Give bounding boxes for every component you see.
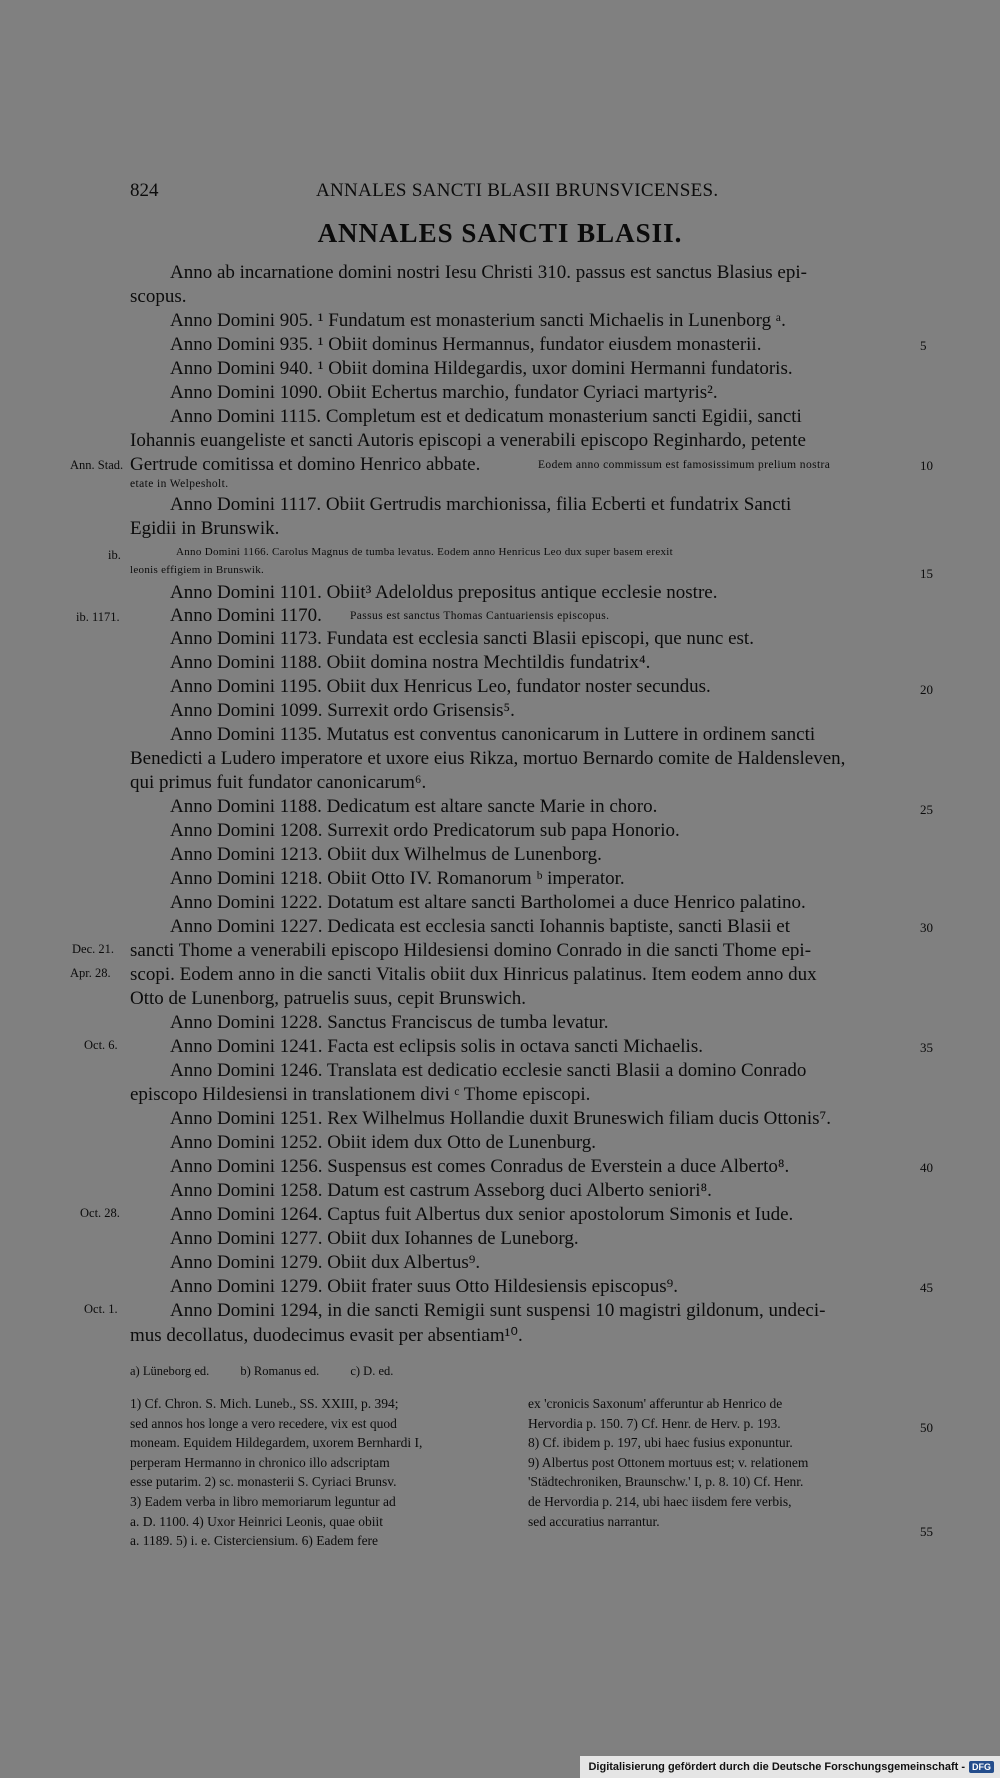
footnote-line: 9) Albertus post Ottonem mortuus est; v. relationem — [528, 1454, 809, 1470]
footnote-line: esse putarim. 2) sc. monasterii S. Cyriaci Brunsv. — [130, 1474, 397, 1490]
line-number: 55 — [920, 1524, 933, 1539]
line-number: 15 — [920, 566, 933, 581]
text-line: sancti Thome a venerabili episcopo Hildesiensi domino Conrado in die sancti Thome epi- — [130, 940, 812, 961]
text-line: Anno Domini 1251. Rex Wilhelmus Hollandie duxit Bruneswich filiam ducis Ottonis⁷. — [170, 1108, 831, 1129]
margin-note: Dec. 21. — [72, 942, 114, 956]
text-line-small: etate in Welpesholt. — [130, 478, 229, 490]
text-line: scopus. — [130, 286, 187, 307]
text-line: Anno Domini 905. ¹ Fundatum est monasterium sancti Michaelis in Lunenborg ᵃ. — [170, 310, 786, 331]
text-line: Anno Domini 1173. Fundata est ecclesia sancti Blasii episcopi, que nunc est. — [170, 628, 754, 649]
text-line: Anno Domini 1218. Obiit Otto IV. Romanorum ᵇ imperator. — [170, 868, 625, 889]
text-line: Anno ab incarnatione domini nostri Iesu Christi 310. passus est sanctus Blasius epi- — [170, 262, 807, 283]
text-line: episcopo Hildesiensi in translationem divi ᶜ Thome episcopi. — [130, 1084, 591, 1105]
text-line: Anno Domini 1252. Obiit idem dux Otto de Lunenburg. — [170, 1132, 597, 1153]
text-line: Anno Domini 1294, in die sancti Remigii sunt suspensi 10 magistri gildonum, undeci- — [170, 1300, 826, 1321]
text-line: Anno Domini 1101. Obiit³ Adeloldus prepositus antique ecclesie nostre. — [170, 582, 718, 603]
footnote-line: ex 'cronicis Saxonum' afferuntur ab Henrico de — [528, 1396, 783, 1411]
line-number: 35 — [920, 1040, 933, 1055]
line-number: 40 — [920, 1160, 933, 1175]
line-number: 10 — [920, 458, 933, 473]
text-line: Anno Domini 1117. Obiit Gertrudis marchionissa, filia Ecberti et fundatrix Sancti — [170, 494, 792, 515]
apparatus-note: b) Romanus ed. — [240, 1364, 320, 1378]
footnote-line: a. 1189. 5) i. e. Cisterciensium. 6) Eadem fere — [130, 1533, 379, 1549]
text-line: Anno Domini 1188. Dedicatum est altare sancte Marie in choro. — [170, 796, 658, 817]
line-number: 5 — [920, 338, 927, 353]
text-line: Anno Domini 1279. Obiit frater suus Otto Hildesiensis episcopus⁹. — [170, 1276, 678, 1297]
text-line: Iohannis euangeliste et sancti Autoris episcopi a venerabili episcopo Reginhardo, petente — [130, 430, 806, 451]
footnote-line: 8) Cf. ibidem p. 197, ubi haec fusius exponuntur. — [528, 1435, 793, 1451]
margin-note: ib. 1171. — [76, 610, 120, 624]
footnote-line: sed annos hos longe a vero recedere, vix est quod — [130, 1415, 397, 1431]
text-line-small: Anno Domini 1166. Carolus Magnus de tumba levatus. Eodem anno Henricus Leo dux super basem erexit — [176, 546, 674, 558]
footnote-line: sed accuratius narrantur. — [528, 1513, 660, 1529]
text-line: Anno Domini 1208. Surrexit ordo Predicatorum sub papa Honorio. — [170, 820, 680, 841]
apparatus-note: a) Lüneborg ed. — [130, 1364, 210, 1378]
footnote-line: Hervordia p. 150. 7) Cf. Henr. de Herv. p. 193. — [528, 1415, 781, 1431]
text-line: Anno Domini 1277. Obiit dux Iohannes de Luneborg. — [170, 1228, 579, 1249]
text-line: Anno Domini 1188. Obiit domina nostra Mechtildis fundatrix⁴. — [170, 652, 651, 673]
line-number: 20 — [920, 682, 933, 697]
margin-note: ib. — [108, 548, 121, 562]
footer-text: Digitalisierung gefördert durch die Deutsche Forschungsgemeinschaft - — [588, 1761, 965, 1773]
text-line: Anno Domini 935. ¹ Obiit dominus Hermannus, fundator eiusdem monasterii. — [170, 334, 762, 355]
line-number: 50 — [920, 1420, 933, 1435]
text-line: Gertrude comitissa et domino Henrico abbate. — [130, 454, 481, 475]
text-line: Anno Domini 1195. Obiit dux Henricus Leo, fundator noster secundus. — [170, 676, 711, 697]
margin-note: Ann. Stad. — [70, 458, 124, 472]
dfg-footer — [580, 1756, 1000, 1778]
footnote-line: de Hervordia p. 214, ubi haec iisdem fere verbis, — [528, 1493, 792, 1509]
critical-apparatus — [130, 1364, 393, 1379]
footnote-line: 3) Eadem verba in libro memoriarum leguntur ad — [130, 1493, 396, 1509]
text-line: Anno Domini 940. ¹ Obiit domina Hildegardis, uxor domini Hermanni fundatoris. — [170, 358, 793, 379]
margin-note: Apr. 28. — [70, 966, 111, 980]
footnote-line: a. D. 1100. 4) Uxor Heinrici Leonis, quae obiit — [130, 1513, 383, 1529]
line-number: 25 — [920, 802, 933, 817]
text-line: Anno Domini 1099. Surrexit ordo Grisensis⁵. — [170, 700, 515, 721]
footnotes-right-column — [528, 1394, 808, 1531]
main-title: ANNALES SANCTI BLASII. — [317, 218, 683, 248]
text-line: mus decollatus, duodecimus evasit per absentiam¹⁰. — [130, 1325, 523, 1346]
dfg-logo-icon: DFG — [969, 1761, 994, 1773]
text-line-small: Passus est sanctus Thomas Cantuariensis episcopus. — [350, 610, 610, 622]
footnote-line: 'Städtechroniken, Braunschw.' I, p. 8. 10) Cf. Henr. — [528, 1474, 804, 1490]
text-line: Anno Domini 1090. Obiit Echertus marchio, fundator Cyriaci martyris². — [170, 382, 718, 403]
text-line: Anno Domini 1241. Facta est eclipsis solis in octava sancti Michaelis. — [170, 1036, 703, 1057]
text-line: Benedicti a Ludero imperatore et uxore eius Rikza, mortuo Bernardo comite de Haldensleven, — [130, 748, 846, 769]
footnote-line: 1) Cf. Chron. S. Mich. Luneb., SS. XXIII, p. 394; — [130, 1396, 399, 1411]
line-number: 45 — [920, 1280, 933, 1295]
text-line: Anno Domini 1279. Obiit dux Albertus⁹. — [170, 1252, 481, 1273]
margin-note: Oct. 28. — [80, 1206, 120, 1220]
text-line: Egidii in Brunswik. — [130, 518, 280, 539]
margin-note: Oct. 1. — [84, 1302, 118, 1316]
text-line: Anno Domini 1135. Mutatus est conventus canonicarum in Luttere in ordinem sancti — [170, 724, 816, 745]
text-line: scopi. Eodem anno in die sancti Vitalis obiit dux Hinricus palatinus. Item eodem anno dux — [130, 964, 817, 985]
text-line: Anno Domini 1246. Translata est dedicatio ecclesie sancti Blasii a domino Conrado — [170, 1060, 807, 1081]
text-line-small: Eodem anno commissum est famosissimum prelium nostra — [538, 459, 831, 471]
text-line: Anno Domini 1258. Datum est castrum Asseborg duci Alberto seniori⁸. — [170, 1180, 712, 1201]
margin-note: Oct. 6. — [84, 1038, 118, 1052]
text-line: Anno Domini 1264. Captus fuit Albertus dux senior apostolorum Simonis et Iude. — [170, 1204, 794, 1225]
running-title: ANNALES SANCTI BLASII BRUNSVICENSES. — [316, 180, 719, 201]
running-head — [0, 180, 1000, 208]
text-line: Anno Domini 1256. Suspensus est comes Conradus de Everstein a duce Alberto⁸. — [170, 1156, 790, 1177]
text-line: Anno Domini 1222. Dotatum est altare sancti Bartholomei a duce Henrico palatino. — [170, 892, 806, 913]
text-line: Anno Domini 1170. — [170, 605, 322, 626]
text-line: Anno Domini 1227. Dedicata est ecclesia sancti Iohannis baptiste, sancti Blasii et — [170, 916, 790, 937]
text-line: Anno Domini 1115. Completum est et dedicatum monasterium sancti Egidii, sancti — [170, 406, 802, 427]
text-line: qui primus fuit fundator canonicarum⁶. — [130, 772, 427, 793]
text-line: Anno Domini 1213. Obiit dux Wilhelmus de Lunenborg. — [170, 844, 602, 865]
text-line-small: leonis effigiem in Brunswik. — [130, 564, 265, 576]
page-number: 824 — [130, 180, 159, 201]
apparatus-note: c) D. ed. — [350, 1364, 394, 1378]
footnote-line: perperam Hermanno in chronico illo adscriptam — [130, 1454, 390, 1470]
text-line: Anno Domini 1228. Sanctus Franciscus de tumba levatur. — [170, 1012, 609, 1033]
footnote-line: moneam. Equidem Hildegardem, uxorem Bernhardi I, — [130, 1435, 423, 1451]
line-number: 30 — [920, 920, 933, 935]
text-line: Otto de Lunenborg, patruelis suus, cepit Brunswich. — [130, 988, 526, 1009]
footnotes-left-column — [130, 1394, 422, 1551]
